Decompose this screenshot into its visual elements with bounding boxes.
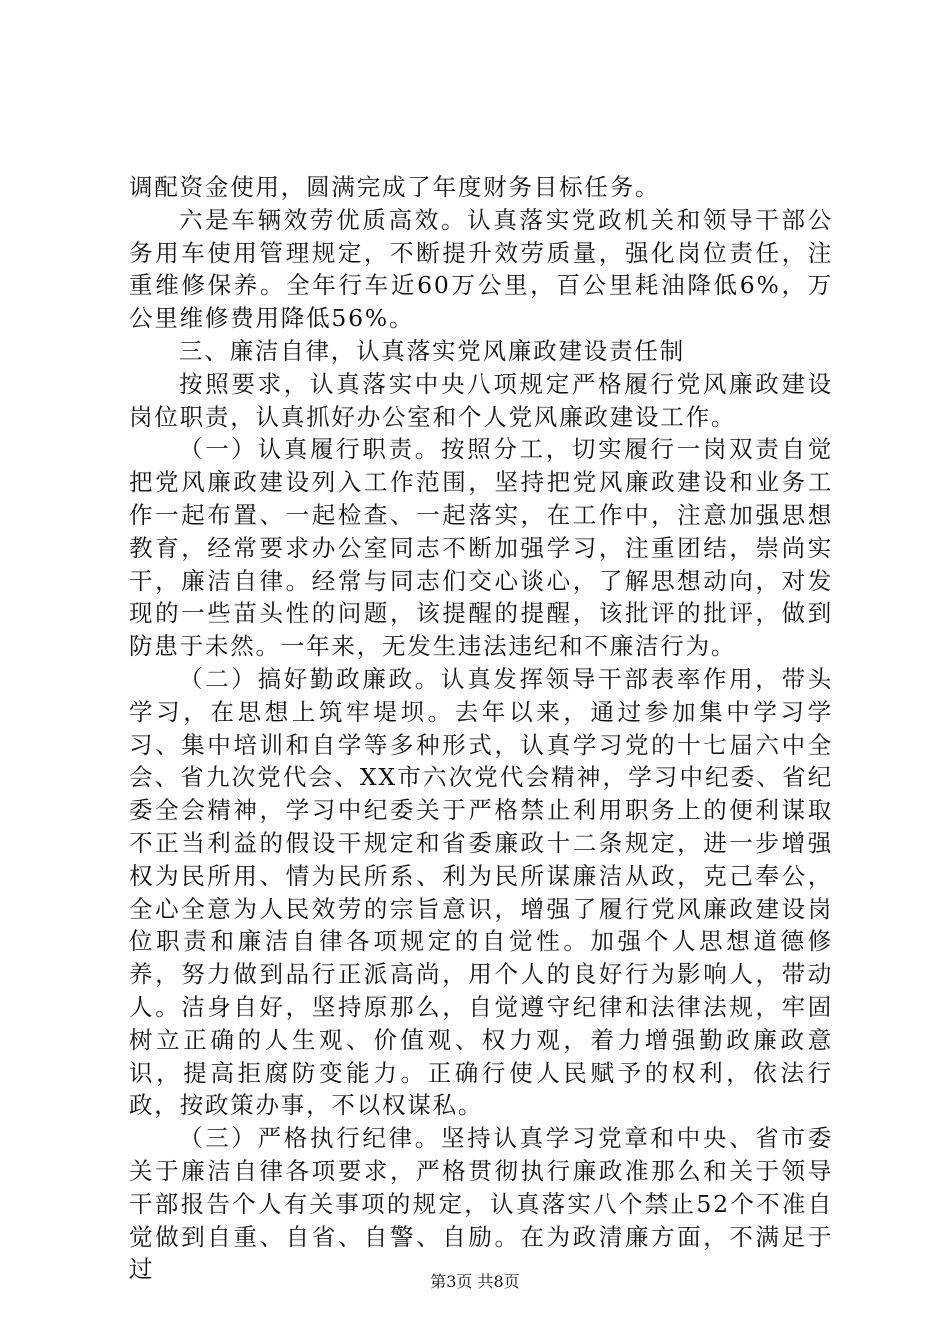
document-body	[129, 171, 833, 1286]
paragraph-vehicle-service: 六是车辆效劳优质高效。认真落实党政机关和领导干部公务用车使用管理规定，不断提升效劳质量，强化岗位责任，注重维修保养。全年行车近60万公里，百公里耗油降低6%，万公里维修费用降低56%。	[129, 205, 833, 333]
paragraph-item-3: （三）严格执行纪律。坚持认真学习党章和中央、省市委关于廉洁自律各项要求，严格贯彻执行廉政准那么和关于领导干部报告个人有关事项的规定，认真落实八个禁止52个不准自觉做到自重、自省、自警、自励。在为政清廉方面，不满足于过	[129, 1124, 833, 1284]
section-heading-clean-government: 三、廉洁自律，认真落实党风廉政建设责任制	[179, 336, 685, 365]
page-number-label: 第3页 共8页	[430, 1272, 520, 1291]
paragraph-item-1: （一）认真履行职责。按照分工，切实履行一岗双责自觉把党风廉政建设列入工作范围，坚持把党风廉政建设和业务工作一起布置、一起检查、一起落实，在工作中，注意加强思想教育，经常要求办公室同志不断加强学习，注重团结，崇尚实干，廉洁自律。经常与同志们交心谈心，了解思想动向，对发现的一些苗头性的问题，该提醒的提醒，该批评的批评，做到防患于未然。一年来，无发生违法违纪和不廉洁行为。	[129, 435, 833, 661]
paragraph-continuation: 调配资金使用，圆满完成了年度财务目标任务。	[129, 173, 661, 201]
paragraph-item-2: （二）搞好勤政廉政。认真发挥领导干部表率作用，带头学习，在思想上筑牢堤坝。去年以来，通过参加集中学习学习、集中培训和自学等多种形式，认真学习党的十七届六中全会、省九次党代会、XX市六次党代会精神，学习中纪委、省纪委全会精神，学习中纪委关于严格禁止利用职务上的便利谋取不正当利益的假设干规定和省委廉政十二条规定，进一步增强权为民所用、情为民所系、利为民所谋廉洁从政，克己奉公，全心全意为人民效劳的宗旨意识，增强了履行党风廉政建设岗位职责和廉洁自律各项规定的自觉性。加强个人思想道德修养，努力做到品行正派高尚，用个人的良好行为影响人，带动人。洁身自好，坚持原那么，自觉遵守纪律和法律法规，牢固树立正确的人生观、价值观、权力观，着力增强勤政廉政意识，提高拒腐防变能力。正确行使人民赋予的权利，依法行政，按政策办事，不以权谋私。	[129, 664, 833, 1120]
paragraph-requirements: 按照要求，认真落实中央八项规定严格履行党风廉政建设岗位职责，认真抓好办公室和个人党风廉政建设工作。	[129, 369, 833, 431]
page-footer	[0, 1272, 950, 1292]
